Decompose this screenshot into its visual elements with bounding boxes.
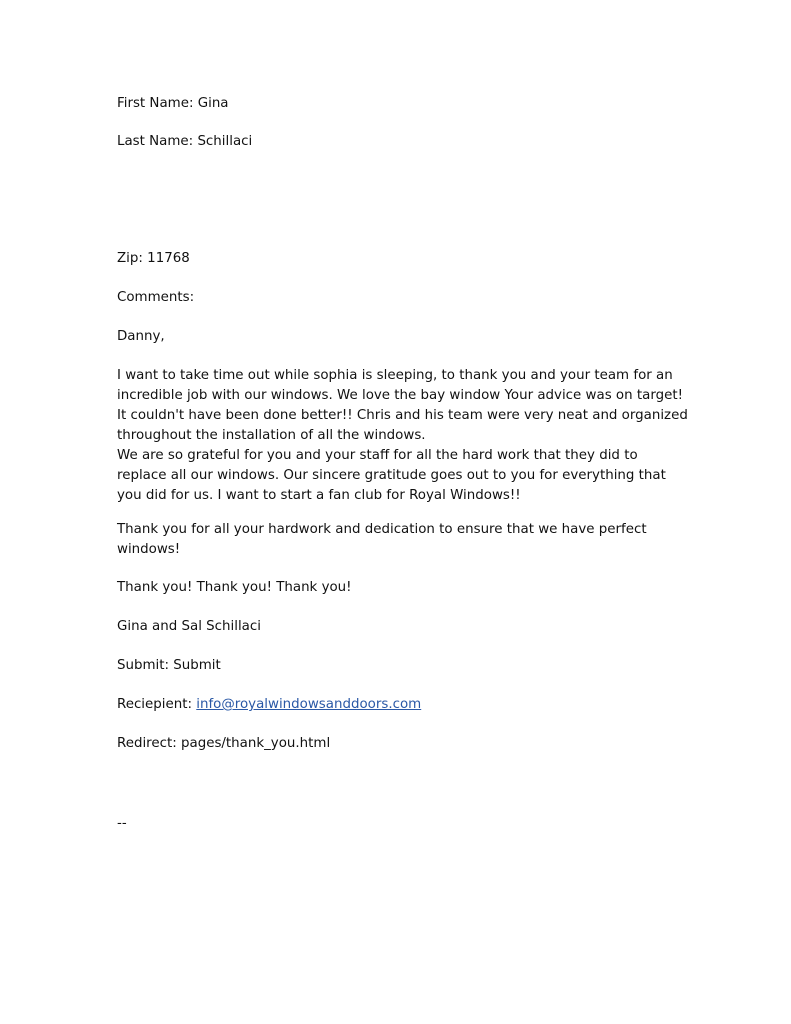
comment-line: throughout the installation of all the windows.: [117, 428, 426, 443]
redirect-line: [117, 734, 330, 754]
comment-paragraph-2: [117, 520, 647, 560]
comment-line: replace all our windows. Our sincere gratitude goes out to you for everything that: [117, 468, 666, 483]
last-name-line: [117, 132, 252, 152]
comment-line: you did for us. I want to start a fan club for Royal Windows!!: [117, 488, 521, 503]
zip-line: [117, 249, 190, 269]
redirect-value: pages/thank_you.html: [181, 736, 331, 751]
comment-line: We are so grateful for you and your staff for all the hard work that they did to: [117, 448, 638, 463]
comment-line: incredible job with our windows. We love the bay window Your advice was on target!: [117, 388, 683, 403]
recipient-line: [117, 695, 421, 715]
zip-label: Zip:: [117, 251, 143, 266]
zip-value: 11768: [147, 251, 190, 266]
submit-value: Submit: [173, 658, 221, 673]
first-name-label: First Name:: [117, 96, 194, 111]
thanks-line: Thank you! Thank you! Thank you!: [117, 580, 352, 595]
first-name-value: Gina: [197, 96, 229, 111]
submit-label: Submit:: [117, 658, 170, 673]
comment-line: I want to take time out while sophia is sleeping, to thank you and your team for an: [117, 368, 673, 383]
comment-line: It couldn't have been done better!! Chris and his team were very neat and organized: [117, 408, 688, 423]
comment-paragraph-1: [117, 366, 688, 506]
last-name-label: Last Name:: [117, 134, 194, 149]
submit-line: [117, 656, 221, 676]
recipient-email-link[interactable]: info@royalwindowsanddoors.com: [196, 697, 422, 712]
first-name-line: [117, 94, 229, 114]
comments-label: Comments:: [117, 290, 195, 305]
salutation: Danny,: [117, 329, 165, 344]
comment-line: windows!: [117, 542, 181, 557]
redirect-label: Redirect:: [117, 736, 177, 751]
comment-line: Thank you for all your hardwork and dedication to ensure that we have perfect: [117, 522, 647, 537]
signature: Gina and Sal Schillaci: [117, 619, 261, 634]
recipient-label: Reciepient:: [117, 697, 192, 712]
last-name-value: Schillaci: [197, 134, 253, 149]
separator: --: [117, 816, 127, 831]
